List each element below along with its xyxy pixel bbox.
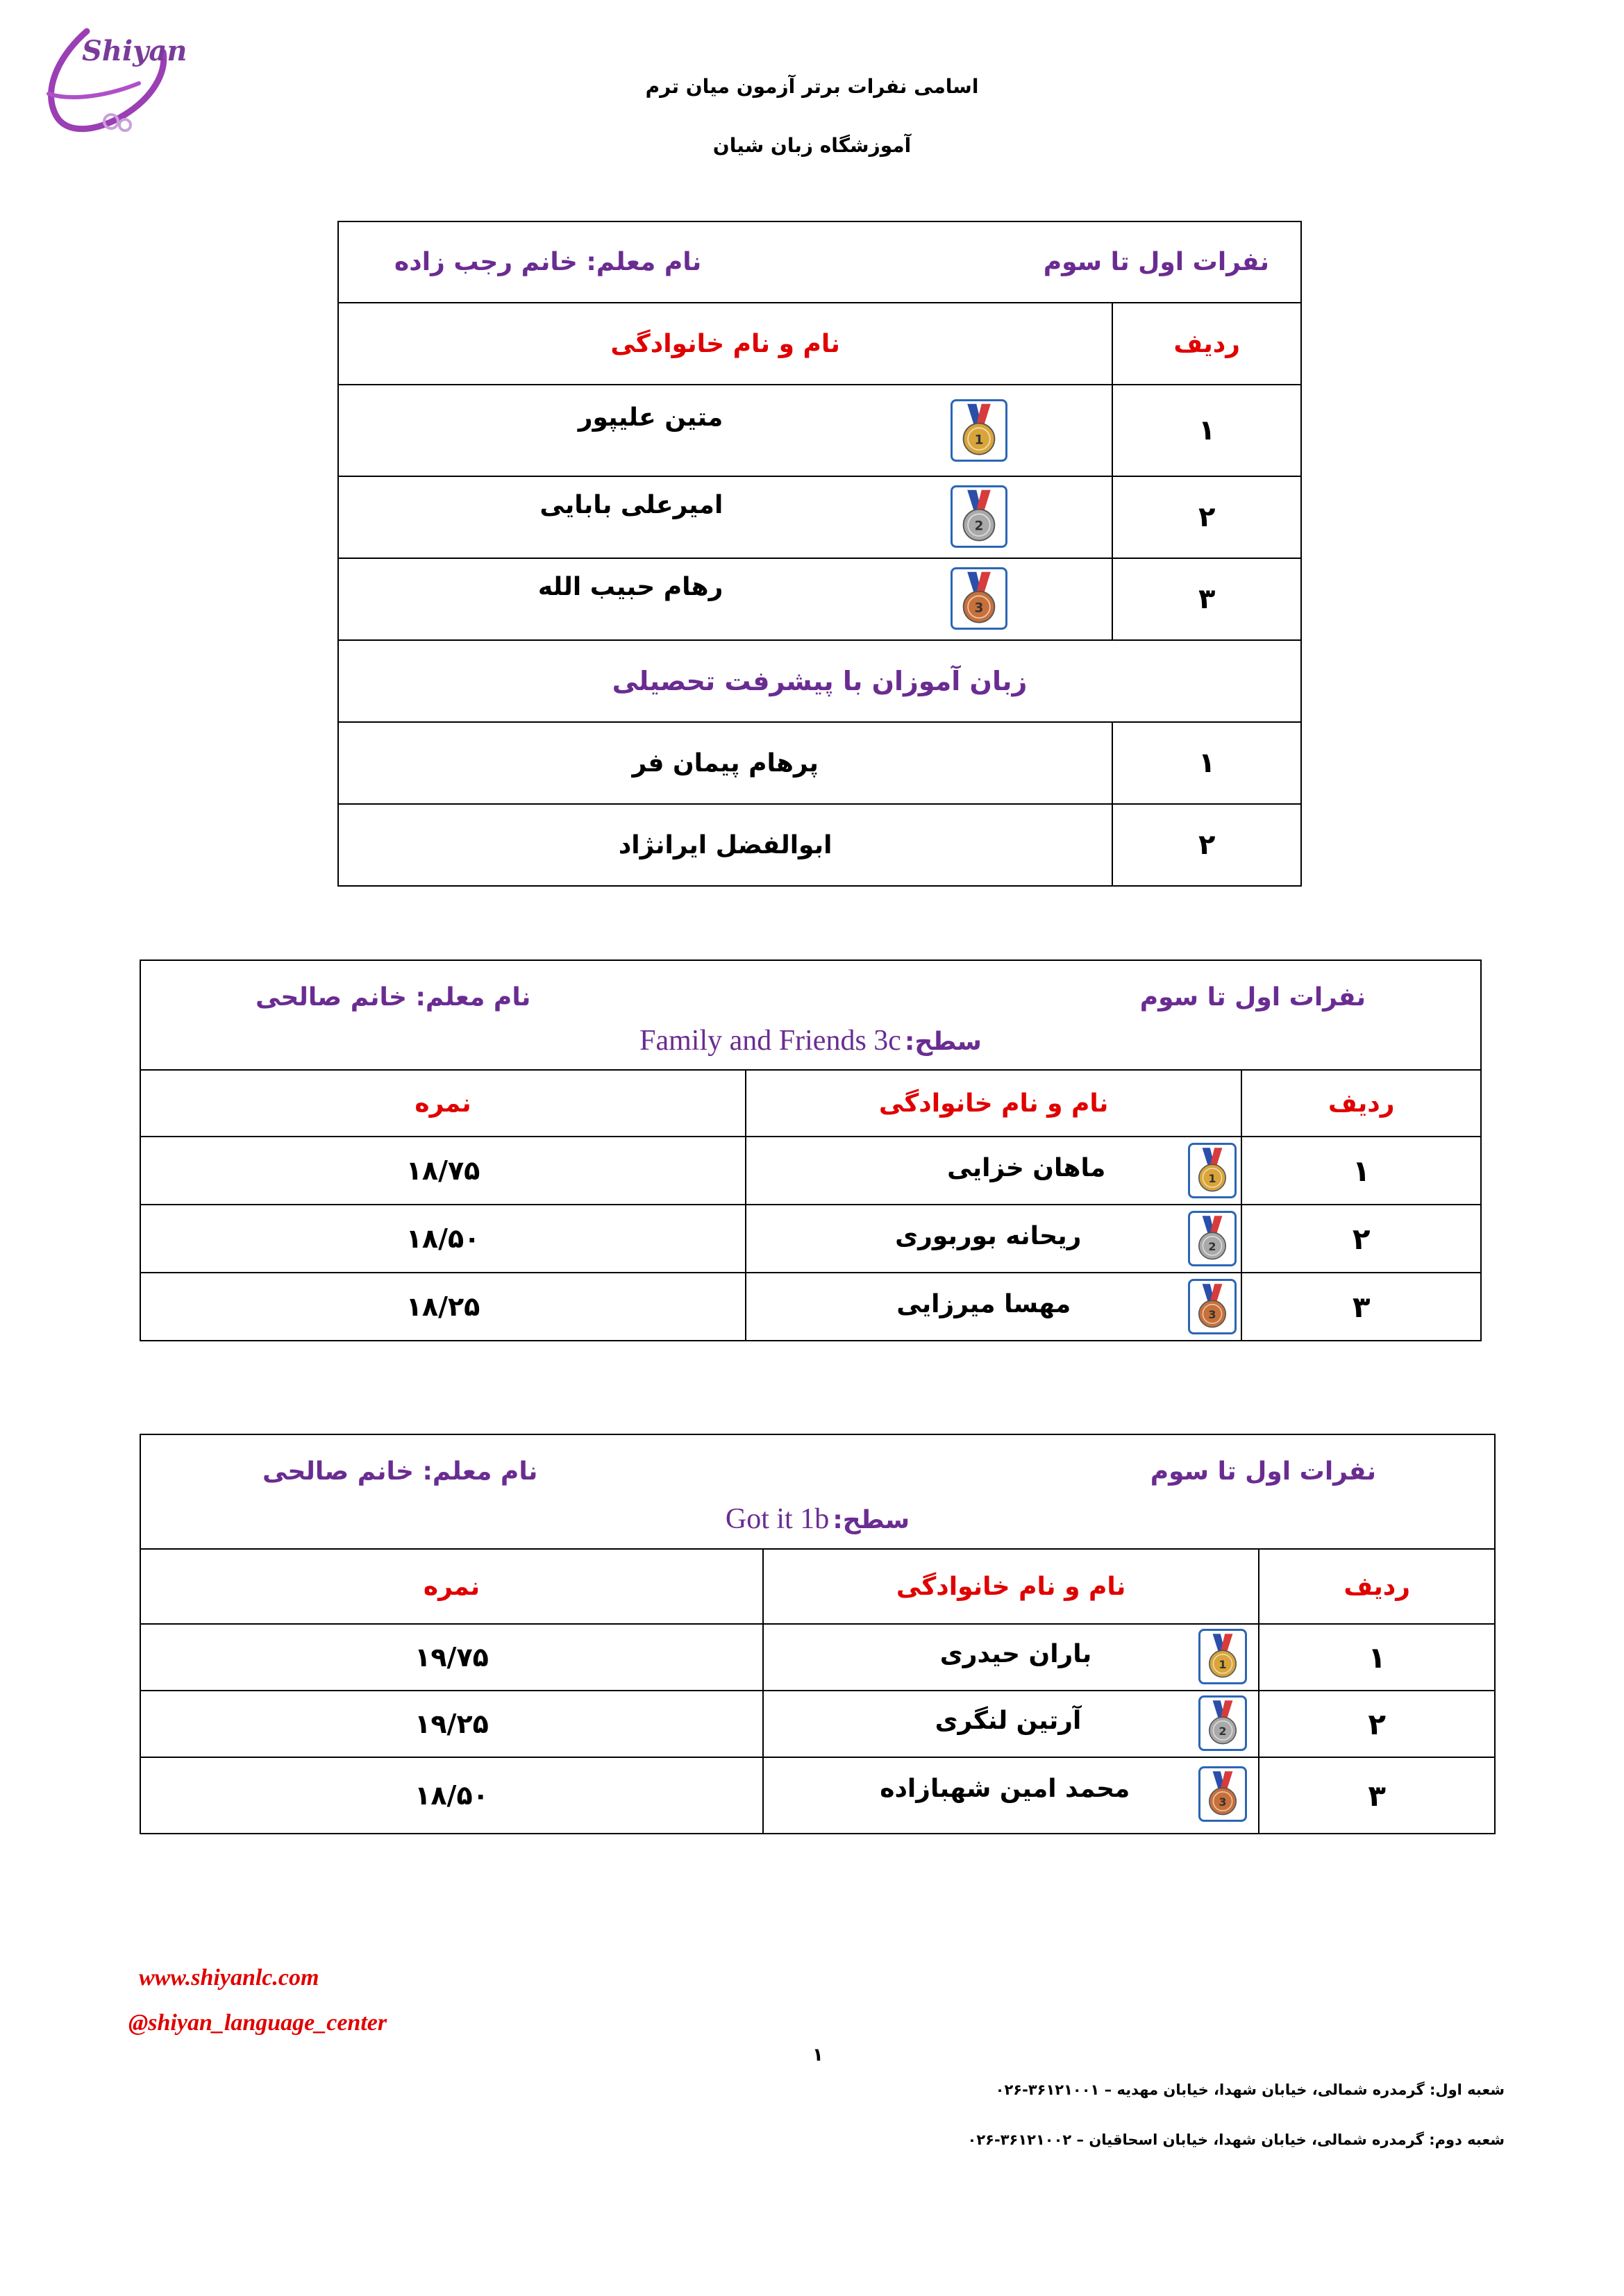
logo-text: Shiyan bbox=[82, 35, 187, 67]
branch-1-address: شعبه اول: گرمدره شمالی، خیابان شهدا، خیابان مهدیه – ۳۶۱۲۱۰۰۱-۰۲۶ bbox=[995, 2081, 1505, 2098]
rank-cell: ۲ bbox=[1352, 1221, 1371, 1256]
score-cell: ۱۹/۲۵ bbox=[415, 1709, 489, 1739]
section-title: نفرات اول تا سوم bbox=[1150, 1457, 1376, 1486]
table-header-row bbox=[338, 221, 1301, 303]
rank-cell: ۲ bbox=[1368, 1707, 1386, 1741]
level-line: سطح: Got it 1b bbox=[725, 1503, 910, 1535]
rank-cell: ۱ bbox=[1198, 747, 1216, 779]
student-name: ماهان خزایی bbox=[947, 1154, 1106, 1182]
rank-cell: ۲ bbox=[1198, 829, 1216, 861]
section-title: نفرات اول تا سوم bbox=[1139, 982, 1366, 1012]
column-header-score: نمره bbox=[140, 1549, 763, 1624]
student-name: ابوالفضل ایرانژاد bbox=[618, 830, 832, 860]
score-cell: ۱۸/۵۰ bbox=[415, 1780, 489, 1811]
table-row bbox=[338, 385, 1301, 476]
table-row bbox=[140, 1137, 1481, 1205]
svg-text:2: 2 bbox=[1219, 1724, 1227, 1738]
table-teacher-rajabzadeh bbox=[337, 221, 1302, 887]
svg-text:2: 2 bbox=[1208, 1239, 1216, 1253]
bronze-medal-icon bbox=[1188, 1279, 1237, 1334]
rank-cell: ۱ bbox=[1352, 1153, 1371, 1188]
table-row bbox=[140, 1205, 1481, 1273]
teacher-name: نام معلم: خانم رجب زاده bbox=[394, 248, 702, 276]
section-title: نفرات اول تا سوم bbox=[1043, 248, 1269, 276]
silver-medal-icon bbox=[1188, 1211, 1237, 1266]
score-cell: ۱۸/۲۵ bbox=[405, 1291, 480, 1322]
table-teacher-salehi-got-it bbox=[140, 1434, 1496, 1834]
svg-text:1: 1 bbox=[974, 433, 984, 448]
score-cell: ۱۹/۷۵ bbox=[415, 1642, 489, 1673]
student-name: آرتین لنگری bbox=[935, 1707, 1082, 1735]
student-name: متین علیپور bbox=[578, 403, 723, 432]
gold-medal-icon bbox=[951, 399, 1007, 462]
table-row bbox=[338, 722, 1301, 804]
rank-cell: ۱ bbox=[1198, 414, 1216, 446]
page-number: ۱ bbox=[812, 2045, 823, 2065]
column-header-name: نام و نام خانوادگی bbox=[746, 1070, 1241, 1137]
gold-medal-icon bbox=[1198, 1629, 1247, 1684]
rank-cell: ۳ bbox=[1368, 1778, 1386, 1813]
table-teacher-salehi-family-friends bbox=[140, 960, 1482, 1341]
column-header-name: نام و نام خانوادگی bbox=[338, 303, 1112, 385]
teacher-name: نام معلم: خانم صالحی bbox=[256, 982, 531, 1012]
svg-text:1: 1 bbox=[1208, 1171, 1216, 1185]
student-name: امیرعلی بابایی bbox=[539, 491, 723, 519]
svg-text:3: 3 bbox=[1219, 1795, 1227, 1809]
column-header-rank: ردیف bbox=[1259, 1549, 1495, 1624]
teacher-name: نام معلم: خانم صالحی bbox=[262, 1457, 538, 1486]
score-cell: ۱۸/۷۵ bbox=[405, 1155, 480, 1186]
svg-text:3: 3 bbox=[1208, 1307, 1216, 1321]
student-name: رهام حبیب الله bbox=[537, 573, 723, 601]
rank-cell: ۳ bbox=[1198, 583, 1216, 615]
rank-cell: ۲ bbox=[1198, 501, 1216, 533]
instagram-handle[interactable]: @shiyan_language_center bbox=[128, 2010, 387, 2036]
bronze-medal-icon bbox=[951, 567, 1007, 630]
table-row bbox=[140, 1273, 1481, 1341]
svg-text:1: 1 bbox=[1219, 1657, 1227, 1671]
student-name: پرهام پیمان فر bbox=[632, 748, 819, 778]
page-subtitle: آموزشگاه زبان شیان bbox=[712, 134, 912, 157]
level-value: Family and Friends 3c bbox=[639, 1024, 901, 1057]
silver-medal-icon bbox=[1198, 1695, 1247, 1751]
website-link[interactable]: www.shiyanlc.com bbox=[139, 1965, 319, 1991]
student-name: باران حیدری bbox=[939, 1640, 1092, 1668]
table-row bbox=[338, 476, 1301, 558]
branch-2-address: شعبه دوم: گرمدره شمالی، خیابان شهدا، خیابان اسحاقیان – ۳۶۱۲۱۰۰۲-۰۲۶ bbox=[967, 2131, 1505, 2148]
column-header-score: نمره bbox=[140, 1070, 746, 1137]
rank-cell: ۳ bbox=[1352, 1289, 1371, 1324]
column-header-rank: ردیف bbox=[1241, 1070, 1481, 1137]
table-row bbox=[140, 1624, 1495, 1691]
gold-medal-icon bbox=[1188, 1143, 1237, 1198]
table-header-row bbox=[140, 960, 1481, 1070]
page-title: اسامی نفرات برتر آزمون میان ترم bbox=[645, 75, 979, 98]
level-value: Got it 1b bbox=[725, 1503, 830, 1535]
progress-section-title: زبان آموزان با پیشرفت تحصیلی bbox=[338, 640, 1301, 722]
student-name: محمد امین شهبازاده bbox=[880, 1775, 1130, 1803]
bronze-medal-icon bbox=[1198, 1766, 1247, 1822]
svg-text:2: 2 bbox=[974, 519, 984, 534]
student-name: مهسا میرزایی bbox=[896, 1290, 1071, 1318]
silver-medal-icon bbox=[951, 485, 1007, 548]
student-name: ریحانه بوربوری bbox=[895, 1222, 1082, 1250]
level-line: سطح: Family and Friends 3c bbox=[639, 1024, 982, 1057]
table-row bbox=[338, 558, 1301, 640]
score-cell: ۱۸/۵۰ bbox=[405, 1223, 480, 1254]
column-header-name: نام و نام خانوادگی bbox=[763, 1549, 1259, 1624]
table-header-row bbox=[140, 1434, 1495, 1549]
svg-text:3: 3 bbox=[974, 601, 984, 616]
table-row bbox=[140, 1691, 1495, 1757]
column-header-rank: ردیف bbox=[1112, 303, 1301, 385]
rank-cell: ۱ bbox=[1368, 1640, 1386, 1675]
table-row bbox=[338, 804, 1301, 886]
table-row bbox=[140, 1757, 1495, 1834]
